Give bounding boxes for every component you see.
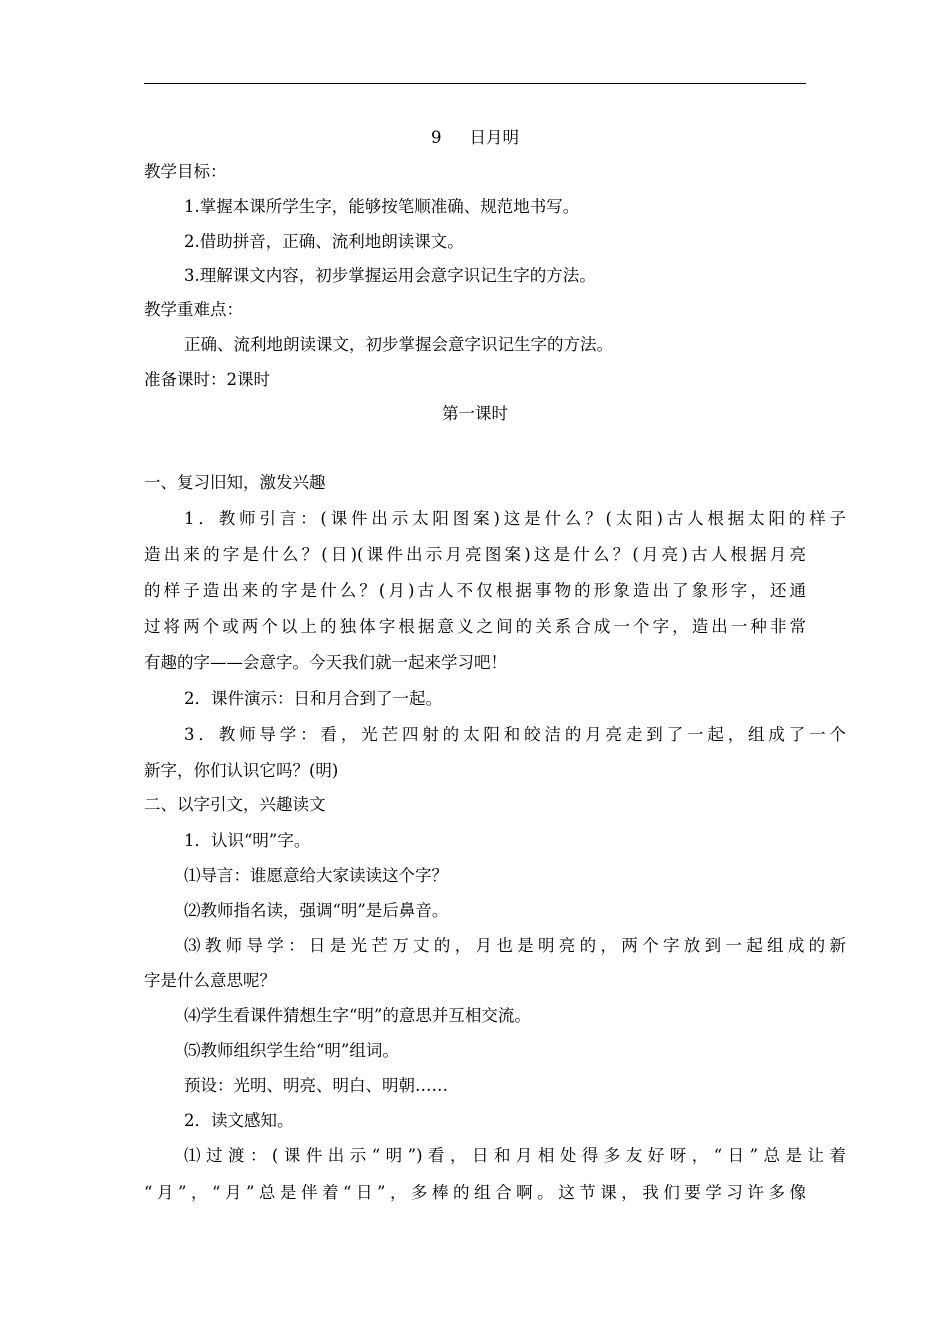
paragraph-line: 的样子造出来的字是什么？(月)古人不仅根据事物的形象造出了象形字，还通 [144,581,806,600]
objectives-heading: 教学目标： [144,162,227,181]
objective-item: 3.理解课文内容，初步掌握运用会意字识记生字的方法。 [184,266,596,285]
paragraph-line: 1．教师引言：(课件出示太阳图案)这是什么？(太阳)古人根据太阳的样子 [184,509,846,528]
paragraph-line: 过将两个或两个以上的独体字根据意义之间的关系合成一个字，造出一种非常 [144,617,806,636]
paragraph-line: 2．读文感知。 [184,1111,294,1130]
lesson-number: 9 [431,128,442,147]
list-item: ⑴过渡：(课件出示“明”)看，日和月相处得多友好呀，“日”总是让着 [184,1146,846,1165]
paragraph-line: 造出来的字是什么？(日)(课件出示月亮图案)这是什么？(月亮)古人根据月亮 [144,545,806,564]
list-item: ⑷学生看课件猜想生字“明”的意思并互相交流。 [184,1006,531,1025]
paragraph-line: 有趣的字——会意字。今天我们就一起来学习吧！ [144,653,507,672]
paragraph-line: 2．课件演示：日和月合到了一起。 [184,689,442,708]
section-heading: 二、以字引文，兴趣读文 [144,795,326,814]
list-item: ⑵教师指名读，强调“明”是后鼻音。 [184,901,449,920]
section-heading: 一、复习旧知，激发兴趣 [144,473,326,492]
list-item-continuation: 字是什么意思呢？ [144,971,276,990]
objective-item: 2.借助拼音，正确、流利地朗读课文。 [184,232,464,251]
list-item: ⑴导言：谁愿意给大家读读这个字？ [184,866,448,885]
list-item: ⑸教师组织学生给“明”组词。 [184,1041,399,1060]
lesson-title [144,127,806,149]
keypoints-heading: 教学重难点： [144,300,243,319]
lesson-heading: 第一课时 [442,404,508,423]
keypoints-text: 正确、流利地朗读课文，初步掌握会意字识记生字的方法。 [184,335,613,354]
paragraph-line: 新字，你们认识它吗？(明) [144,761,339,780]
paragraph-line: 3．教师导学：看，光芒四射的太阳和皎洁的月亮走到了一起，组成了一个 [184,725,846,744]
list-item-continuation: “月”，“月”总是伴着“日”，多棒的组合啊。这节课，我们要学习许多像 [144,1183,806,1202]
preset-text: 预设：光明、明亮、明白、明朝…… [184,1076,448,1095]
objective-item: 1.掌握本课所学生字，能够按笔顺准确、规范地书写。 [184,197,580,216]
list-item: ⑶教师导学：日是光芒万丈的，月也是明亮的，两个字放到一起组成的新 [184,936,846,955]
paragraph-line: 1．认识“明”字。 [184,831,311,850]
header-rule [144,83,806,84]
lesson-title-text: 日月明 [469,128,519,147]
prep-time: 准备课时：2课时 [144,370,270,389]
